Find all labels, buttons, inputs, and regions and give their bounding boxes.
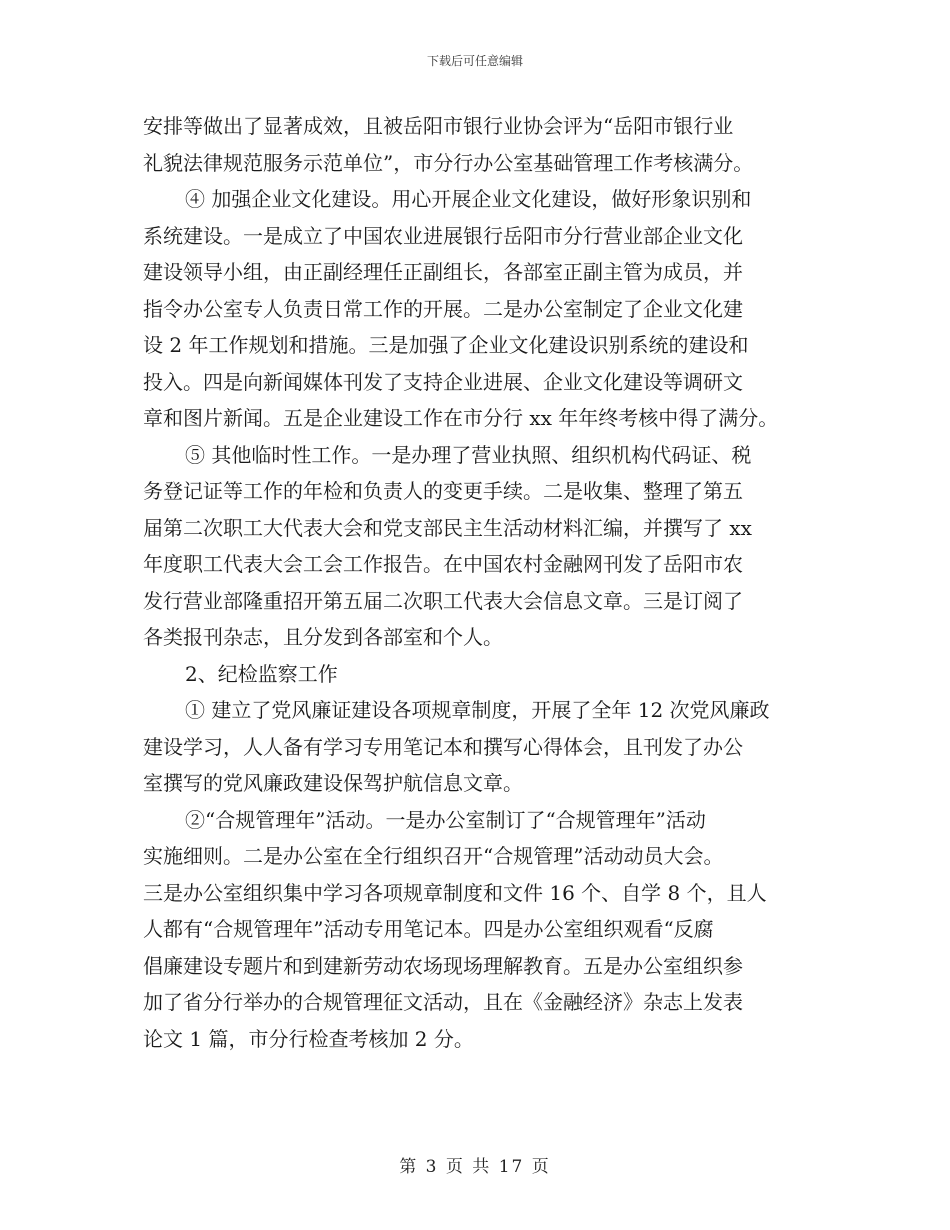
text-line: ① 建立了党风廉证建设各项规章制度，开展了全年 12 次党风廉政 xyxy=(185,698,770,722)
text-line: 倡廉建设专题片和到建新劳动农场现场理解教育。五是办公室组织参 xyxy=(143,953,743,978)
text-line: 章和图片新闻。五是企业建设工作在市分行 xx 年年终考核中得了满分。 xyxy=(143,406,779,430)
text-line: 室撰写的党风廉政建设保驾护航信息文章。 xyxy=(143,771,523,795)
text-line: 建设领导小组，由正副经理任正副组长，各部室正副主管为成员，并 xyxy=(143,260,743,284)
text-line: 礼貌法律规范服务示范单位”，市分行办公室基础管理工作考核满分。 xyxy=(143,150,754,175)
page-header: 下载后可任意编辑 xyxy=(426,54,523,68)
text-line: 系统建设。一是成立了中国农业进展银行岳阳市分行营业部企业文化 xyxy=(143,223,743,248)
text-line: 发行营业部隆重招开第五届二次职工代表大会信息文章。三是订阅了 xyxy=(143,588,743,613)
text-line: 实施细则。二是办公室在全行组织召开“合规管理”活动动员大会。 xyxy=(143,844,724,868)
text-line: 论文 1 篇，市分行检查考核加 2 分。 xyxy=(143,1026,474,1051)
text-line: 人都有“合规管理年”活动专用笔记本。四是办公室组织观看“反腐 xyxy=(143,917,714,941)
document-body xyxy=(143,108,823,1057)
text-line: 务登记证等工作的年检和负责人的变更手续。二是收集、整理了第五 xyxy=(143,479,743,503)
page-footer: 第 3 页 共 17 页 xyxy=(399,1157,551,1177)
text-line: ④ 加强企业文化建设。用心开展企业文化建设，做好形象识别和 xyxy=(185,187,752,211)
text-line: ②“合规管理年”活动。一是办公室制订了“合规管理年”活动 xyxy=(185,807,706,832)
text-line: 建设学习，人人备有学习专用笔记本和撰写心得体会，且刊发了办公 xyxy=(143,734,743,759)
text-line: 各类报刊杂志，且分发到各部室和个人。 xyxy=(143,625,503,649)
text-line: 三是办公室组织集中学习各项规章制度和文件 16 个、自学 8 个，且人 xyxy=(143,880,767,905)
text-line: 安排等做出了显著成效，且被岳阳市银行业协会评为“岳阳市银行业 xyxy=(143,114,734,138)
text-line: 年度职工代表大会工会工作报告。在中国农村金融网刊发了岳阳市农 xyxy=(143,552,743,576)
text-line: 2、纪检监察工作 xyxy=(185,661,338,686)
text-line: 设 2 年工作规划和措施。三是加强了企业文化建设识别系统的建设和 xyxy=(143,333,749,357)
text-line: 届第二次职工大代表大会和党支部民主生活动材料汇编，并撰写了 xx xyxy=(143,515,752,540)
text-line: 指令办公室专人负责日常工作的开展。二是办公室制定了企业文化建 xyxy=(143,296,743,321)
text-line: 加了省分行举办的合规管理征文活动，且在《金融经济》杂志上发表 xyxy=(143,990,743,1014)
text-line: ⑤ 其他临时性工作。一是办理了营业执照、组织机构代码证、税 xyxy=(185,442,752,467)
text-line: 投入。四是向新闻媒体刊发了支持企业进展、企业文化建设等调研文 xyxy=(143,369,743,394)
